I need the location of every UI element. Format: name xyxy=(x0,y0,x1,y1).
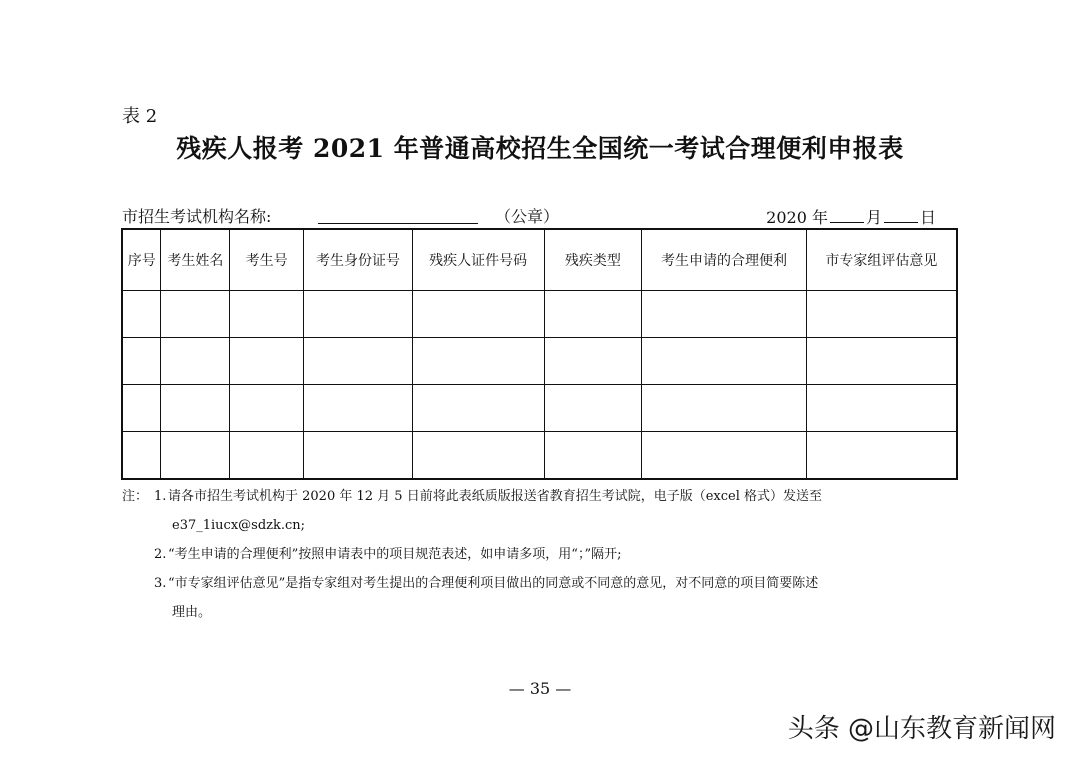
table-cell xyxy=(642,338,807,385)
month-blank xyxy=(830,204,864,223)
table-cell xyxy=(161,291,230,338)
org-name-blank xyxy=(318,204,478,224)
table-cell xyxy=(806,385,957,432)
header-expert-opinion: 市专家组评估意见 xyxy=(806,229,957,291)
application-table xyxy=(121,228,958,480)
note-text: “考生申请的合理便利”按照申请表中的项目规范表述，如申请多项，用“；”隔开; xyxy=(168,547,622,562)
table-cell xyxy=(122,291,161,338)
notes-section xyxy=(122,486,972,631)
header-requested-accommodation: 考生申请的合理便利 xyxy=(642,229,807,291)
document-title: 残疾人报考 2021 年普通高校招生全国统一考试合理便利申报表 xyxy=(176,134,904,163)
table-cell xyxy=(230,291,304,338)
table-row xyxy=(122,385,957,432)
header-disability-cert-number: 残疾人证件号码 xyxy=(412,229,544,291)
note-text-continuation: 理由。 xyxy=(172,605,212,620)
note-item-1 xyxy=(122,486,972,515)
table-cell xyxy=(161,385,230,432)
table-row xyxy=(122,291,957,338)
note-item-2 xyxy=(122,544,972,573)
notes-prefix: 注： xyxy=(122,489,149,504)
table-cell xyxy=(806,432,957,480)
table-cell xyxy=(230,385,304,432)
table-cell xyxy=(412,338,544,385)
table-cell xyxy=(412,385,544,432)
header-serial-number: 序号 xyxy=(122,229,161,291)
table-cell xyxy=(230,338,304,385)
org-name-label: 市招生考试机构名称: xyxy=(122,207,272,226)
table-cell xyxy=(412,291,544,338)
table-cell xyxy=(544,338,642,385)
note-number: 1. xyxy=(154,489,167,504)
note-item-3 xyxy=(122,573,972,602)
table-cell xyxy=(230,432,304,480)
header-id-number: 考生身份证号 xyxy=(304,229,413,291)
source-watermark: 头条 @山东教育新闻网 xyxy=(787,714,1056,744)
table-cell xyxy=(161,338,230,385)
table-cell xyxy=(544,291,642,338)
note-text: “市专家组评估意见”是指专家组对考生提出的合理便利项目做出的同意或不同意的意见，对不同意的项目简要陈述 xyxy=(168,576,819,591)
table-cell xyxy=(304,432,413,480)
table-cell xyxy=(544,385,642,432)
day-blank xyxy=(884,204,918,223)
date-field xyxy=(766,204,936,228)
official-seal-label: （公章） xyxy=(495,207,560,226)
table-row xyxy=(122,338,957,385)
table-cell xyxy=(544,432,642,480)
table-cell xyxy=(122,385,161,432)
table-row xyxy=(122,432,957,480)
header-candidate-number: 考生号 xyxy=(230,229,304,291)
table-cell xyxy=(806,338,957,385)
org-line xyxy=(122,204,958,226)
day-label: 日 xyxy=(919,208,936,227)
table-cell xyxy=(412,432,544,480)
note-text: 请各市招生考试机构于 2020 年 12 月 5 日前将此表纸质版报送省教育招生考试院，电子版（excel 格式）发送至 xyxy=(168,489,822,504)
table-header-row xyxy=(122,229,957,291)
contact-email: e37_1iucx@sdzk.cn; xyxy=(172,518,306,533)
note-item-1-continuation xyxy=(122,515,972,544)
year-label: 2020 年 xyxy=(766,208,828,227)
header-candidate-name: 考生姓名 xyxy=(161,229,230,291)
table-cell xyxy=(806,291,957,338)
table-cell xyxy=(304,338,413,385)
note-number: 2. xyxy=(154,547,167,562)
table-cell xyxy=(642,291,807,338)
table-cell xyxy=(304,385,413,432)
table-cell xyxy=(304,291,413,338)
table-cell xyxy=(642,432,807,480)
month-label: 月 xyxy=(865,208,882,227)
table-cell xyxy=(122,432,161,480)
table-cell xyxy=(642,385,807,432)
note-number: 3. xyxy=(154,576,167,591)
page-number: — 35 — xyxy=(508,679,572,698)
table-number: 表 2 xyxy=(122,106,158,127)
note-item-3-continuation xyxy=(122,602,972,631)
header-disability-type: 残疾类型 xyxy=(544,229,642,291)
table-cell xyxy=(122,338,161,385)
table-cell xyxy=(161,432,230,480)
